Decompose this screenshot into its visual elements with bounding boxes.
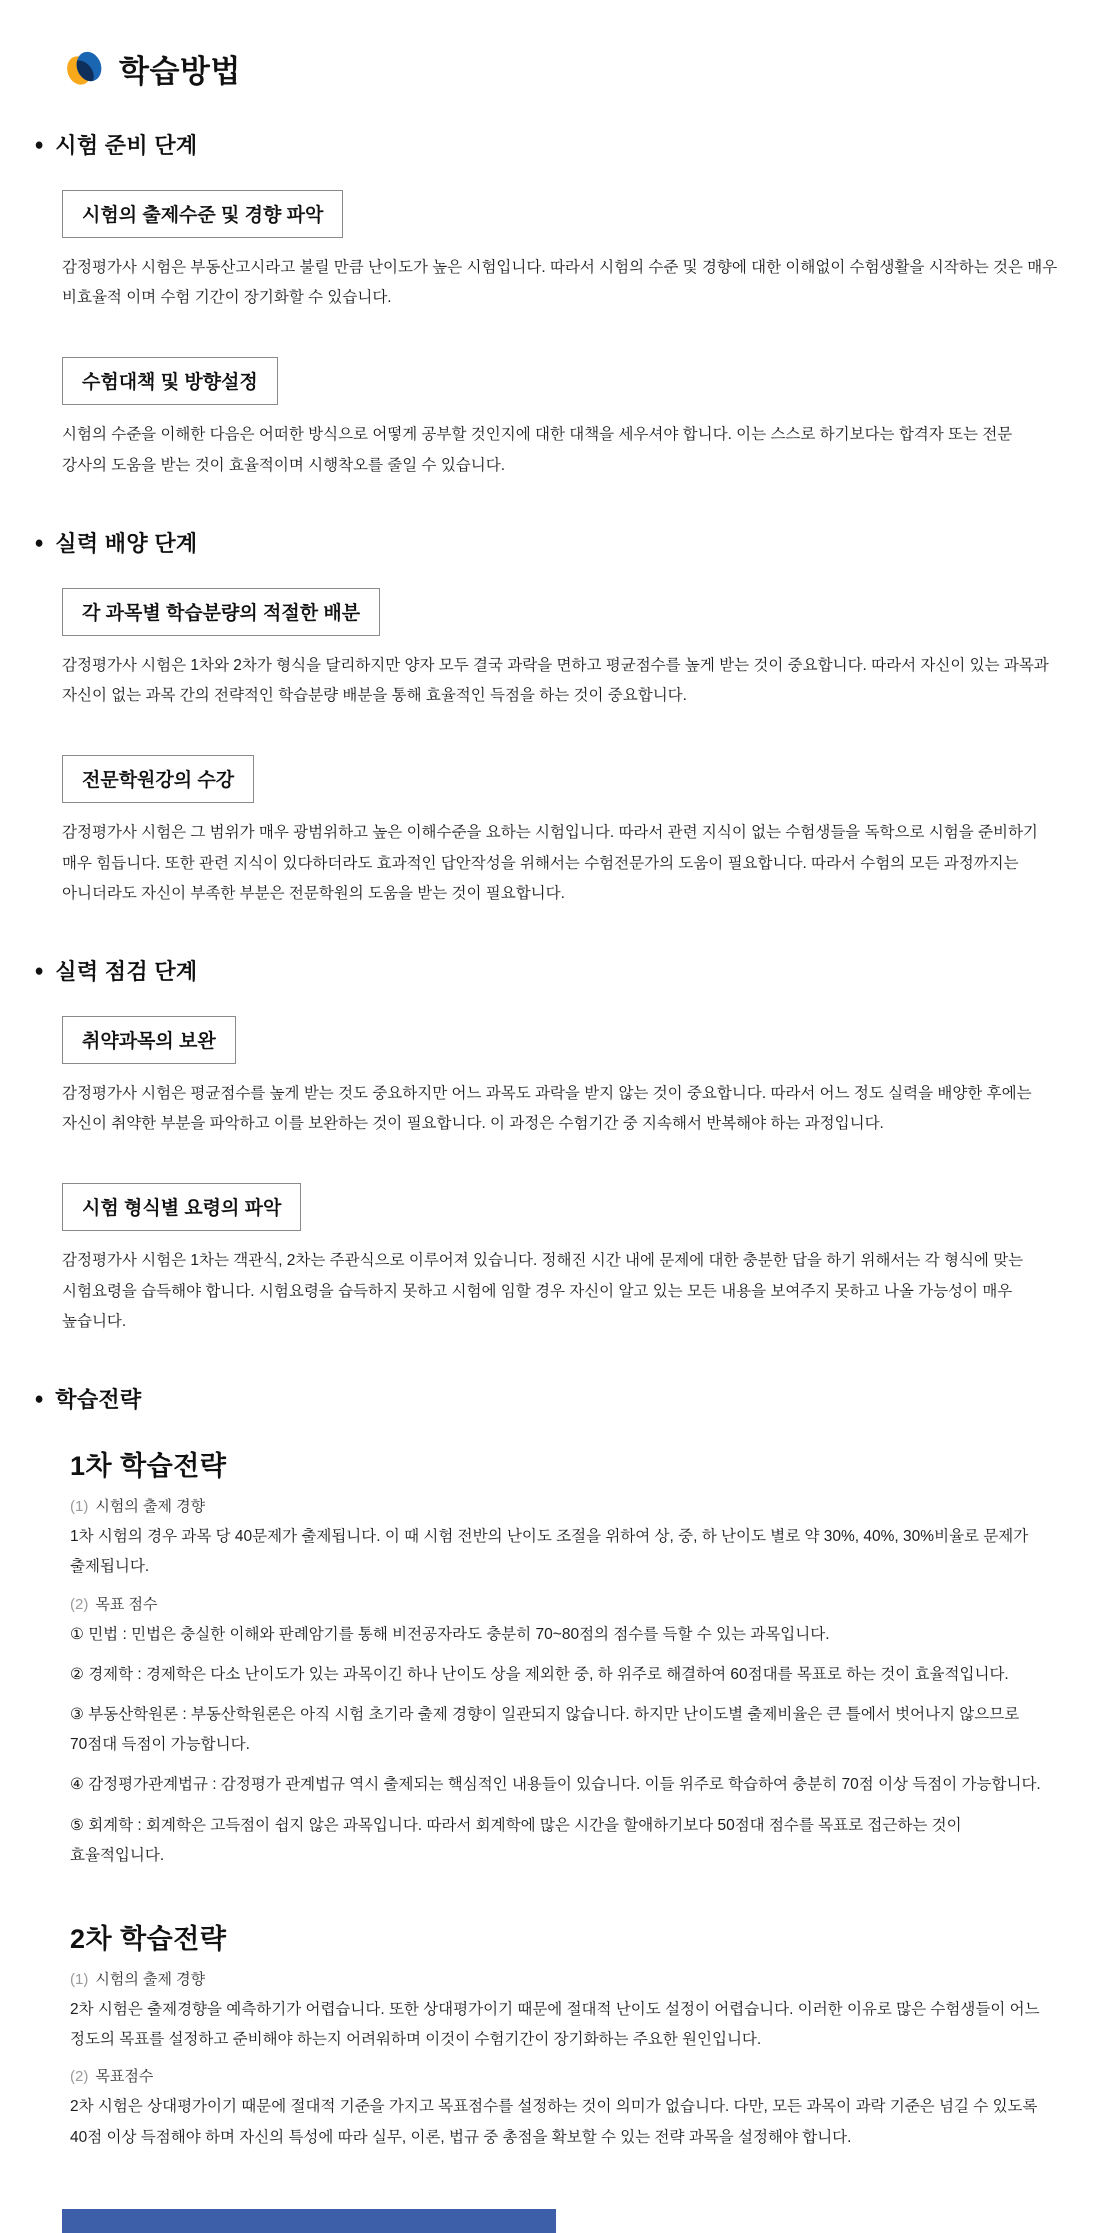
bottom-accent-bar (62, 2209, 556, 2233)
subsection-title: 2차 학습전략 (70, 1924, 227, 1955)
section-learning-strategy (34, 1383, 1058, 2153)
section-skill-check (34, 955, 1058, 1337)
topic-box: 시험 형식별 요령의 파악 (62, 1183, 301, 1231)
topic-paragraph: 시험의 수준을 이해한 다음은 어떠한 방식으로 어떻게 공부할 것인지에 대한 대책을 세우셔야 합니다. 이는 스스로 하기보다는 합격자 또는 전문 강사의 도움을 받는 것이 효율적이며 시행착오를 줄일 수 있습니다. (62, 426, 1013, 474)
bullet-icon: ● (34, 135, 44, 154)
topic-box: 각 과목별 학습분량의 적절한 배분 (62, 588, 380, 636)
section-skill-building (34, 527, 1058, 909)
section-heading: ● 실력 점검 단계 (34, 958, 198, 984)
topic-paragraph: 감정평가사 시험은 부동산고시라고 불릴 만큼 난이도가 높은 시험입니다. 따라서 시험의 수준 및 경향에 대한 이해없이 수험생활을 시작하는 것은 매우 비효율적 이며 수험 기간이 장기화할 수 있습니다. (62, 259, 1058, 307)
bullet-icon: ● (34, 532, 44, 552)
page-title: 학습방법 (119, 54, 241, 89)
bullet-icon: ● (34, 1389, 44, 1409)
strategy-paragraph: 2차 시험은 상대평가이기 때문에 절대적 기준을 가지고 목표점수를 설정하는 것이 의미가 없습니다. 다만, 모든 과목이 과락 기준은 넘길 수 있도록 40점 이상 득점해야 하며 자신의 특성에 따라 실무, 이론, 법규 중 총점을 확보할 수 있는 전략 과목을 설정해야 합니다. (70, 2098, 1038, 2146)
numbered-label: (1) 시험의 출제 경향 (70, 1971, 206, 1989)
subject-goal-item: ① 민법 : 민법은 충실한 이해와 판례암기를 통해 비전공자라도 충분히 70~80점의 점수를 득할 수 있는 과목입니다. (70, 1625, 830, 1643)
numbered-label: (2) 목표점수 (70, 2068, 154, 2086)
section-heading: ● 시험 준비 단계 (34, 133, 198, 158)
subject-goal-item: ② 경제학 : 경제학은 다소 난이도가 있는 과목이긴 하나 난이도 상을 제외한 중, 하 위주로 해결하여 60점대를 목표로 하는 것이 효율적입니다. (70, 1665, 1009, 1683)
topic-block (62, 357, 1058, 480)
subsection-second-round-strategy (62, 1917, 1058, 2153)
section-heading: ● 학습전략 (34, 1387, 142, 1413)
subject-goal-item: ⑤ 회계학 : 회계학은 고득점이 쉽지 않은 과목입니다. 따라서 회계학에 많은 시간을 할애하기보다 50점대 점수를 목표로 접근하는 것이 효율적입니다. (70, 1816, 962, 1864)
topic-box: 시험의 출제수준 및 경향 파악 (62, 190, 343, 238)
brand-logo-icon (62, 49, 106, 89)
topic-paragraph: 감정평가사 시험은 평균점수를 높게 받는 것도 중요하지만 어느 과목도 과락을 받지 않는 것이 중요합니다. 따라서 어느 정도 실력을 배양한 후에는 자신이 취약한 부분을 파악하고 이를 보완하는 것이 필요합니다. 이 과정은 수험기간 중 지속해서 반복해야 하는 과정입니다. (62, 1084, 1032, 1133)
topic-block (62, 190, 1058, 313)
strategy-paragraph: 2차 시험은 출제경향을 예측하기가 어렵습니다. 또한 상대평가이기 때문에 절대적 난이도 설정이 어렵습니다. 이러한 이유로 많은 수험생들이 어느 정도의 목표를 설정하고 준비해야 하는지 어려워하며 이것이 수험기간이 장기화하는 주요한 원인입니다. (70, 2001, 1040, 2049)
topic-block (62, 1183, 1058, 1337)
topic-paragraph: 감정평가사 시험은 1차는 객관식, 2차는 주관식으로 이루어져 있습니다. 정해진 시간 내에 문제에 대한 충분한 답을 하기 위해서는 각 형식에 맞는 시험요령을 습득해야 합니다. 시험요령을 습득하지 못하고 시험에 임할 경우 자신이 알고 있는 모든 내용을 보여주지 못하고 나올 가능성이 매우 높습니다. (62, 1252, 1024, 1330)
topic-block (62, 588, 1058, 711)
section-heading: ● 실력 배양 단계 (34, 530, 198, 556)
subsection-title: 1차 학습전략 (70, 1451, 227, 1482)
subject-goal-item: ④ 감정평가관계법규 : 감정평가 관계법규 역시 출제되는 핵심적인 내용들이 있습니다. 이들 위주로 학습하여 충분히 70점 이상 득점이 가능합니다. (70, 1776, 1041, 1794)
topic-block (62, 755, 1058, 909)
topic-block (62, 1016, 1058, 1139)
numbered-label: (2) 목표 점수 (70, 1595, 158, 1613)
subject-goal-item: ③ 부동산학원론 : 부동산학원론은 아직 시험 초기라 출제 경향이 일관되지 않습니다. 하지만 난이도별 출제비율은 큰 틀에서 벗어나지 않으므로 70점대 득점이 가능합니다. (70, 1705, 1020, 1754)
page-header (62, 46, 1058, 91)
subsection-first-round-strategy (62, 1444, 1058, 1871)
topic-paragraph: 감정평가사 시험은 1차와 2차가 형식을 달리하지만 양자 모두 결국 과락을 면하고 평균점수를 높게 받는 것이 중요합니다. 따라서 자신이 있는 과목과 자신이 없는 과목 간의 전략적인 학습분량 배분을 통해 효율적인 득점을 하는 것이 중요합니다. (62, 656, 1049, 705)
strategy-paragraph: 1차 시험의 경우 과목 당 40문제가 출제됩니다. 이 때 시험 전반의 난이도 조절을 위하여 상, 중, 하 난이도 별로 약 30%, 40%, 30%비율로 문제가 출제됩니다. (70, 1528, 1029, 1576)
topic-box: 취약과목의 보완 (62, 1016, 236, 1064)
section-exam-preparation (34, 129, 1058, 481)
topic-box: 전문학원강의 수강 (62, 755, 254, 803)
topic-paragraph: 감정평가사 시험은 그 범위가 매우 광범위하고 높은 이해수준을 요하는 시험입니다. 따라서 관련 지식이 없는 수험생들을 독학으로 시험을 준비하기 매우 힘듭니다. 또한 관련 지식이 있다하더라도 효과적인 답안작성을 위해서는 수험전문가의 도움이 필요합니다. 따라서 수험의 모든 과정까지는 아니더라도 자신이 부족한 부분은 전문학원의 도움을 받는 것이 필요합니다. (62, 824, 1038, 902)
numbered-label: (1) 시험의 출제 경향 (70, 1498, 206, 1516)
topic-box: 수험대책 및 방향설정 (62, 357, 278, 405)
bullet-icon: ● (34, 960, 44, 980)
